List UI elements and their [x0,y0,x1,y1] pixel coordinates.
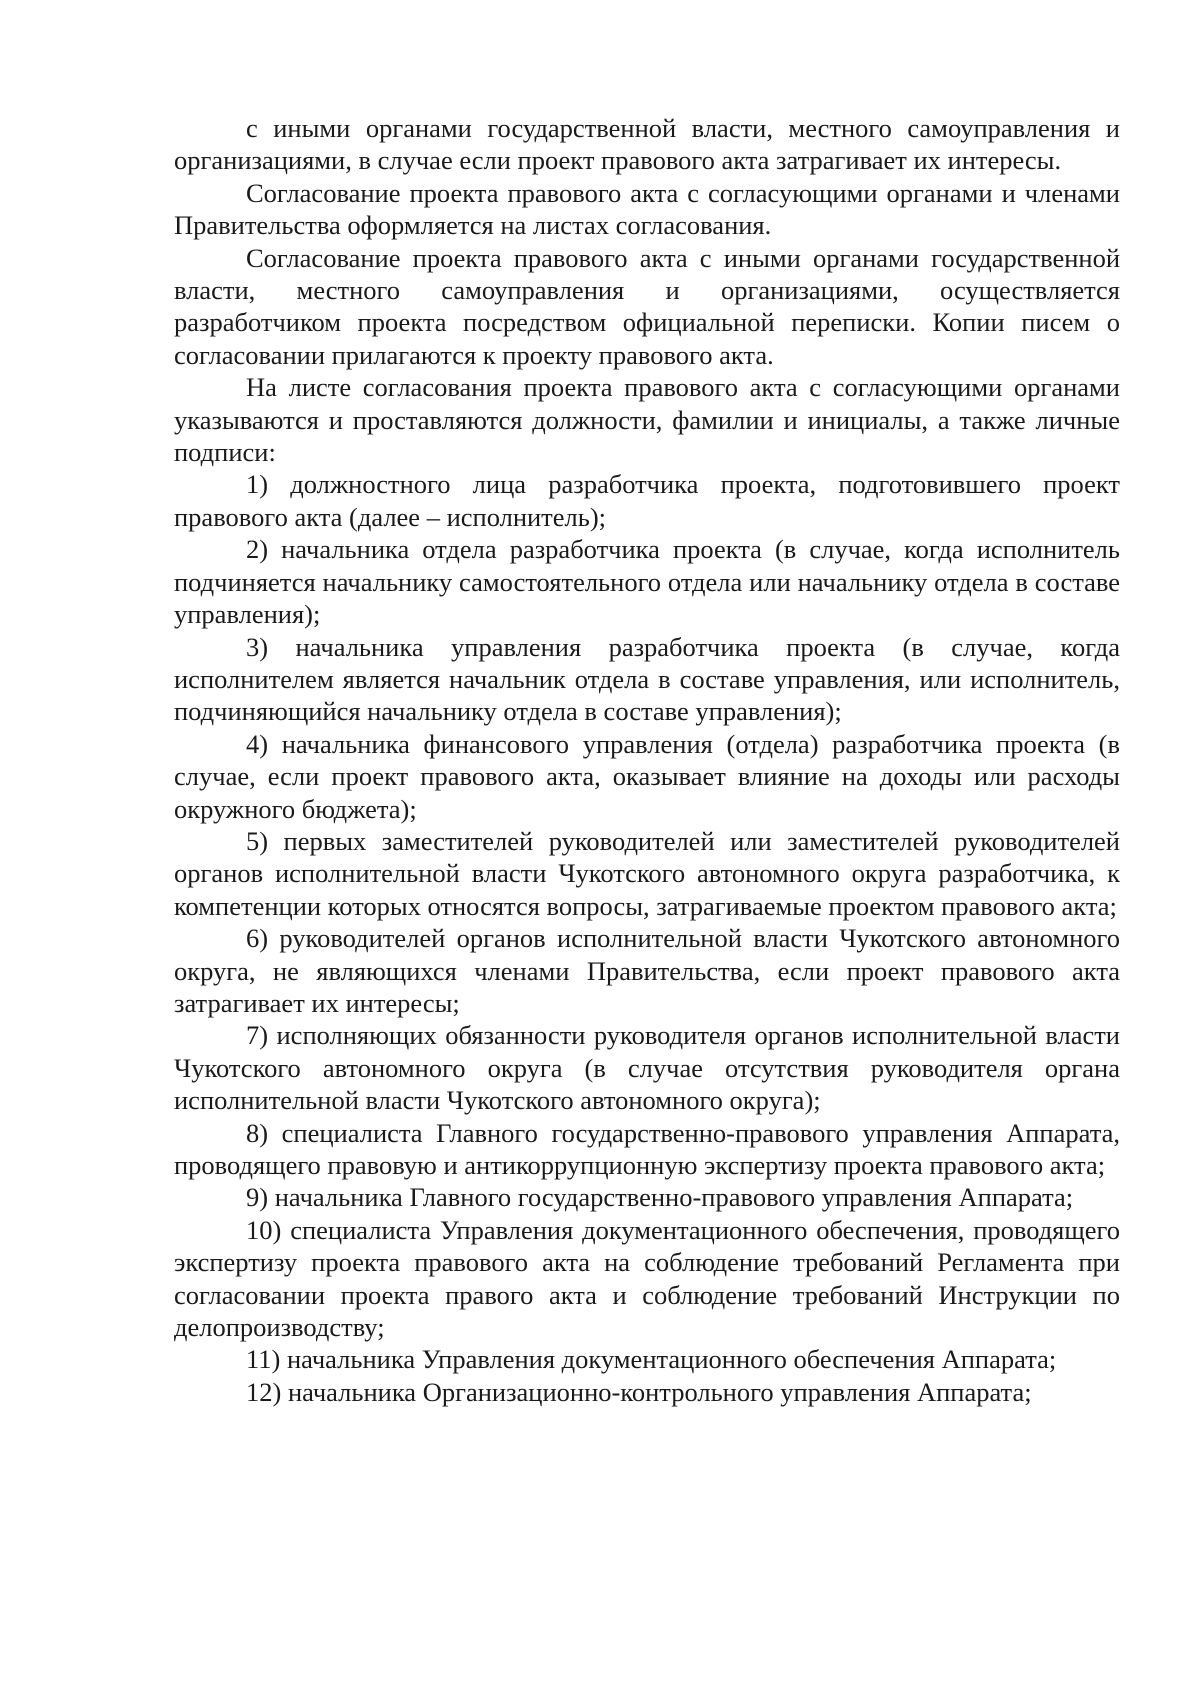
list-item-12: 12) начальника Организационно-контрольного управления Аппарата; [246,1376,1032,1407]
document-page [174,112,1120,1408]
list-item-6: 6) руководителей органов исполнительной власти Чукотского автономного округа, не являющихся членами Правительства, если проект правового акта затрагивает их интересы; [174,923,1120,1018]
list-item-5: 5) первых заместителей руководителей или заместителей руководителей органов исполнительной власти Чукотского автономного округа разработчика, к компетенции которых относятся вопросы, затрагиваемые проектом правового акта; [174,825,1120,921]
paragraph-approval-correspondence: Согласование проекта правового акта с иными органами государственной власти, местного самоуправления и организациями, осуществляется разработчиком проекта посредством официальной переписки. Копии писем о согласовании прилагаются к проекту правового акта. [174,242,1120,370]
list-item-11: 11) начальника Управления документационного обеспечения Аппарата; [246,1344,1057,1375]
paragraph-approval-registration: Согласование проекта правового акта с согласующими органами и членами Правительства оформляется на листах согласования. [174,177,1120,241]
paragraph-continuation: с иными органами государственной власти, местного самоуправления и организациями, в случае если проект правового акта затрагивает их интересы. [174,113,1120,176]
list-item-9: 9) начальника Главного государственно-правового управления Аппарата; [246,1182,1074,1213]
list-item-3: 3) начальника управления разработчика проекта (в случае, когда исполнителем является начальник отдела в составе управления, или исполнитель, подчиняющийся начальнику отдела в составе управления); [174,631,1120,727]
list-item-4: 4) начальника финансового управления (отдела) разработчика проекта (в случае, если проект правового акта, оказывает влияние на доходы или расходы окружного бюджета); [174,728,1120,824]
paragraph-approval-sheet: На листе согласования проекта правового акта с согласующими органами указываются и проставляются должности, фамилии и инициалы, а также личные подписи: [174,372,1120,468]
list-item-8: 8) специалиста Главного государственно-правового управления Аппарата, проводящего правовую и антикоррупционную экспертизу проекта правового акта; [174,1117,1120,1180]
list-item-7: 7) исполняющих обязанности руководителя органов исполнительной власти Чукотского автономного округа (в случае отсутствия руководителя органа исполнительной власти Чукотского автономного округа); [174,1020,1120,1116]
list-item-1: 1) должностного лица разработчика проекта, подготовившего проект правового акта (далее – исполнитель); [174,469,1120,532]
list-item-10: 10) специалиста Управления документационного обеспечения, проводящего экспертизу проекта правового акта на соблюдение требований Регламента при согласовании проекта правого акта и соблюдение требований Инструкции по делопроизводству; [174,1214,1120,1343]
list-item-2: 2) начальника отдела разработчика проекта (в случае, когда исполнитель подчиняется начальнику самостоятельного отдела или начальнику отдела в составе управления); [174,534,1120,630]
